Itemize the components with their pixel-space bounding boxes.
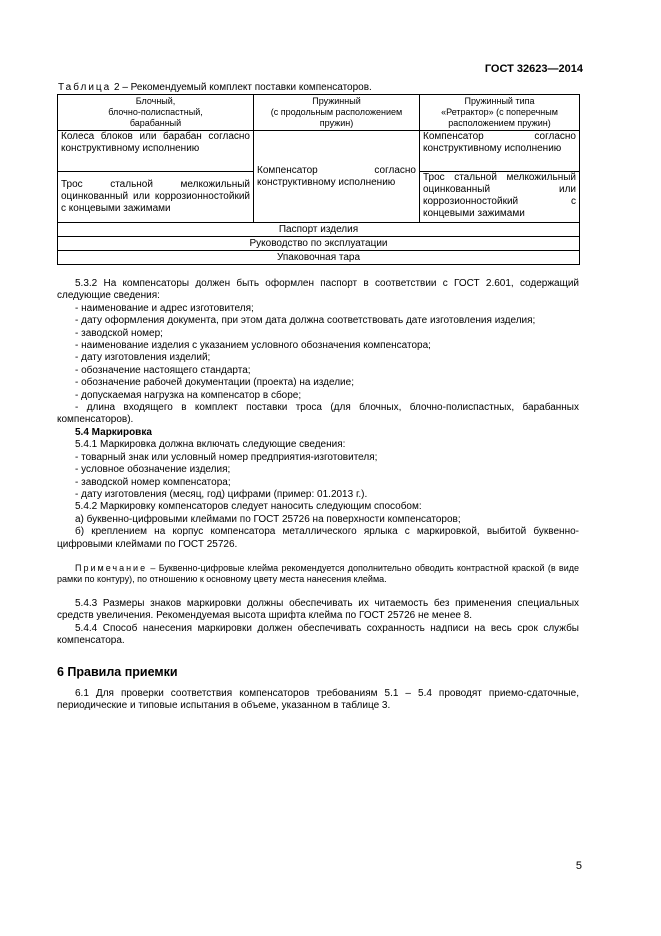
- paragraph-5-4-2-a: а) буквенно-цифровыми клеймами по ГОСТ 25726 на поверхности компенсаторов;: [75, 513, 461, 525]
- cell-rope-block: Трос стальной мелкожильный оцинкованный или коррозионностойкий с концевыми зажимами: [58, 172, 254, 223]
- table-row: [58, 131, 580, 172]
- page-number: 5: [575, 860, 582, 872]
- col-header-block: Блочный, блочно-полиспастный, барабанный: [58, 95, 254, 131]
- list-item: - обозначение рабочей документации (проекта) на изделие;: [75, 377, 354, 389]
- cell-compensator-spring: Компенсатор согласно конструктивному исполнению: [254, 131, 420, 223]
- cell-manual: Руководство по эксплуатации: [58, 237, 580, 251]
- document-code: ГОСТ 32623—2014: [484, 63, 583, 75]
- list-item: - наименование изделия с указанием условного обозначения компенсатора;: [75, 340, 431, 352]
- paragraph-5-4-1: 5.4.1 Маркировка должна включать следующие сведения:: [75, 439, 346, 451]
- cell-packaging: Упаковочная тара: [58, 251, 580, 265]
- cell-rope-retractor: Трос стальной мелкожильный оцинкованный или коррозионностойкий с концевыми зажимами: [420, 172, 580, 223]
- list-item: - условное обозначение изделия;: [75, 464, 231, 476]
- list-item: - длина входящего в комплект поставки троса (для блочных, блочно-полиспастных, барабанных компенсаторов).: [57, 402, 579, 426]
- note-word: Примечание: [75, 562, 148, 573]
- col-header-spring-retractor: Пружинный типа «Ретрактор» (с поперечным расположением пружин): [420, 95, 580, 131]
- note: Примечание – Буквенно-цифровые клейма рекомендуется дополнительно обводить контрастной краской (в виде рамки по контуру), по отношению к основному цвету места нанесения клейма.: [57, 562, 579, 585]
- list-item: - дату изготовления изделий;: [75, 352, 211, 364]
- table-caption-word: Таблица: [58, 82, 112, 93]
- list-item: - заводской номер компенсатора;: [75, 476, 231, 488]
- paragraph-5-4-4: 5.4.4 Способ нанесения маркировки должен обеспечивать сохранность надписи на весь срок службы компенсатора.: [57, 622, 579, 647]
- table-row: [58, 223, 580, 237]
- paragraph-5-4-2: 5.4.2 Маркировку компенсаторов следует наносить следующим способом:: [75, 501, 422, 513]
- list-item: - товарный знак или условный номер предприятия-изготовителя;: [75, 451, 378, 463]
- table-row: [58, 237, 580, 251]
- col-header-spring-longitudinal: Пружинный (с продольным расположением пружин): [254, 95, 420, 131]
- cell-passport: Паспорт изделия: [58, 223, 580, 237]
- list-item: - дату изготовления (месяц, год) цифрами (пример: 01.2013 г.).: [75, 488, 368, 500]
- list-item: - допускаемая нагрузка на компенсатор в сборе;: [75, 389, 302, 401]
- cell-wheels: Колеса блоков или барабан согласно конструктивному исполнению: [58, 131, 254, 172]
- heading-section-6: 6 Правила приемки: [57, 664, 178, 679]
- heading-5-4: 5.4 Маркировка: [75, 426, 152, 438]
- table-row: [58, 251, 580, 265]
- table-caption-text: 2 – Рекомендуемый комплект поставки компенсаторов.: [114, 82, 372, 93]
- table-caption: [58, 82, 372, 93]
- list-item: - обозначение настоящего стандарта;: [75, 364, 251, 376]
- list-item: - заводской номер;: [75, 327, 163, 339]
- paragraph-5-3-2: 5.3.2 На компенсаторы должен быть оформлен паспорт в соответствии с ГОСТ 2.601, содержащий следующие сведения:: [57, 278, 579, 302]
- cell-compensator-retractor: Компенсатор согласно конструктивному исполнению: [420, 131, 580, 172]
- paragraph-5-4-3: 5.4.3 Размеры знаков маркировки должны обеспечивать их читаемость без применения специальных средств увеличения. Рекомендуемая высота шрифта клейма по ГОСТ 25726 не менее 8.: [57, 597, 579, 622]
- table-header-row: [58, 95, 580, 131]
- delivery-set-table: [57, 94, 580, 265]
- document-body: [57, 278, 579, 713]
- list-item: - дату оформления документа, при этом дата должна соответствовать дате изготовления изделия;: [75, 315, 536, 327]
- paragraph-6-1: 6.1 Для проверки соответствия компенсаторов требованиям 5.1 – 5.4 проводят приемо-сдаточные, периодические и типовые испытания в объеме, указанном в таблице 3.: [57, 687, 579, 712]
- paragraph-5-4-2-b: б) креплением на корпус компенсатора металлического ярлыка с маркировкой, выбитой буквенно-цифровыми клеймами по ГОСТ 25726.: [57, 526, 579, 550]
- list-item: - наименование и адрес изготовителя;: [75, 302, 254, 314]
